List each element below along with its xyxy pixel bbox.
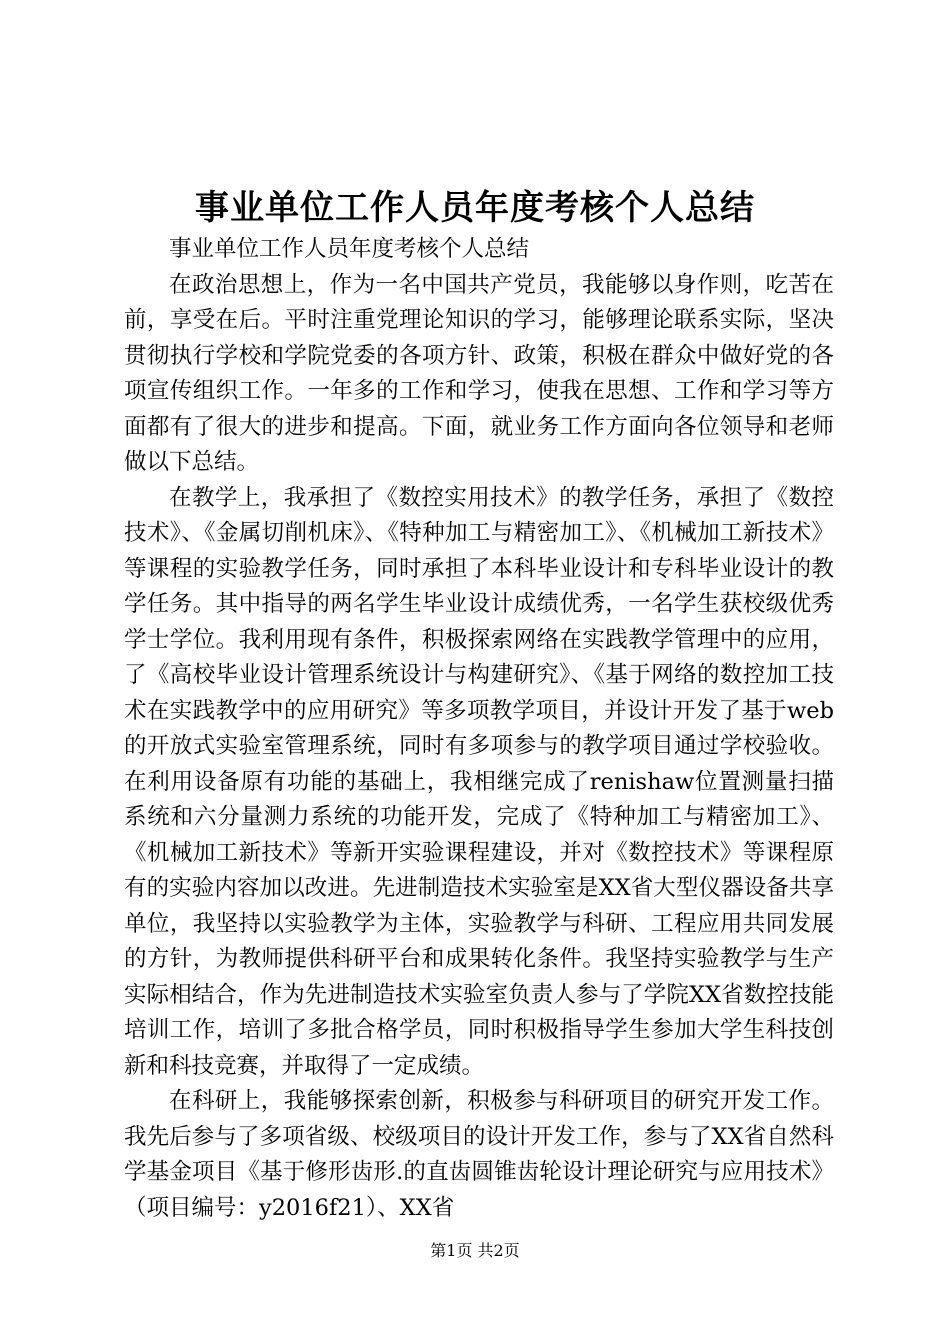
document-body xyxy=(124,232,834,1226)
document-title: 事业单位工作人员年度考核个人总结 xyxy=(195,188,755,228)
paragraph-teaching: 在教学上，我承担了《数控实用技术》的教学任务，承担了《数控技术》、《金属切削机床》、《特种加工与精密加工》、《机械加工新技术》等课程的实验教学任务，同时承担了本科毕业设计和专科毕业设计的教学任务。其中指导的两名学生毕业设计成绩优秀，一名学生获校级优秀学士学位。我利用现有条件，积极探索网络在实践教学管理中的应用，了《高校毕业设计管理系统设计与构建研究》、《基于网络的数控加工技术在实践教学中的应用研究》等多项教学项目，并设计开发了基于web的开放式实验室管理系统，同时有多项参与的教学项目通过学校验收。在利用设备原有功能的基础上，我相继完成了renishaw位置测量扫描系统和六分量测力系统的功能开发，完成了《特种加工与精密加工》、《机械加工新技术》等新开实验课程建设，并对《数控技术》等课程原有的实验内容加以改进。先进制造技术实验室是XX省大型仪器设备共享单位，我坚持以实验教学为主体，实验教学与科研、工程应用共同发展的方针，为教师提供科研平台和成果转化条件。我坚持实验教学与生产实际相结合，作为先进制造技术实验室负责人参与了学院XX省数控技能培训工作，培训了多批合格学员，同时积极指导学生参加大学生科技创新和科技竞赛，并取得了一定成绩。 xyxy=(124,484,834,1079)
page-footer: 第1页 共2页 xyxy=(430,1241,520,1260)
paragraph-research: 在科研上，我能够探索创新，积极参与科研项目的研究开发工作。我先后参与了多项省级、校级项目的设计开发工作，参与了XX省自然科学基金项目《基于修形齿形.的直齿圆锥齿轮设计理论研究与应用技术》（项目编号：y2016f21）、XX省 xyxy=(124,1088,834,1221)
paragraph-political: 在政治思想上，作为一名中国共产党员，我能够以身作则，吃苦在前，享受在后。平时注重党理论知识的学习，能够理论联系实际，坚决贯彻执行学校和学院党委的各项方针、政策，积极在群众中做好党的各项宣传组织工作。一年多的工作和学习，使我在思想、工作和学习等方面都有了很大的进步和提高。下面，就业务工作方面向各位领导和老师做以下总结。 xyxy=(124,271,834,475)
paragraph-subtitle: 事业单位工作人员年度考核个人总结 xyxy=(169,236,530,262)
